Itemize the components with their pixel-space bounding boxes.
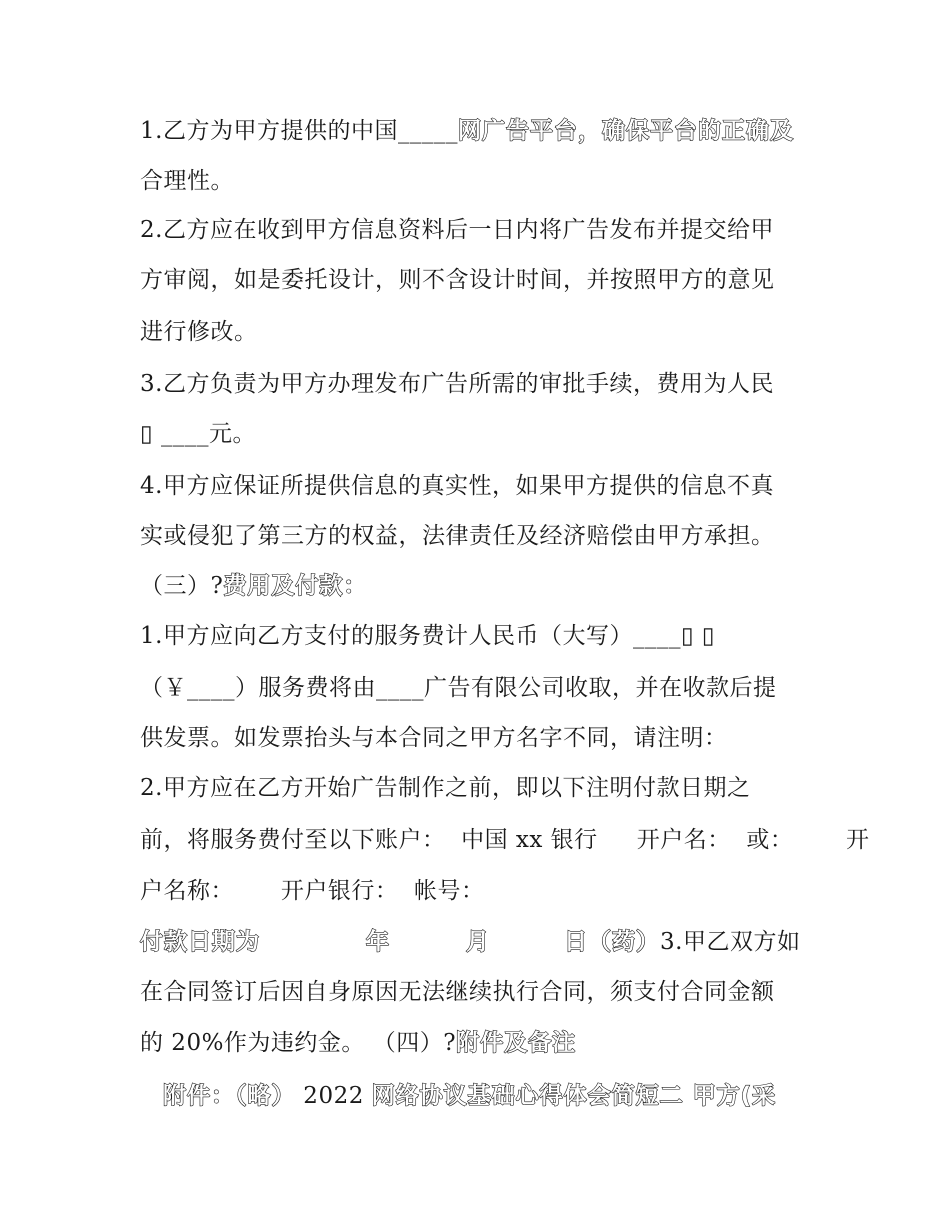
outlined-text: 付款日期为	[140, 929, 260, 955]
text-line	[140, 520, 775, 552]
text-run: 进行修改。	[140, 319, 258, 345]
text-run: 在合同签订后因自身原因无法继续执行合同，须支付合同金额	[140, 979, 775, 1005]
text-line	[140, 772, 750, 804]
outlined-text: 网络协议基础心得体会简短二 甲方(采	[371, 1083, 777, 1109]
text-line	[140, 722, 728, 754]
outlined-text: 附件：（略）	[163, 1083, 296, 1109]
text-line	[140, 875, 485, 907]
text-run: 前，将服务费付至以下账户： 中国 xx 银行 开户名： 或：	[140, 827, 794, 853]
text-run: （￥____）服务费将由____广告有限公司收取，并在收款后提	[140, 675, 777, 701]
text-run: 实或侵犯了第三方的权益，法律责任及经济赔偿由甲方承担。	[140, 523, 775, 549]
text-line	[163, 1080, 776, 1112]
text-run: 4.甲方应保证所提供信息的真实性，如果甲方提供的信息不真	[140, 473, 774, 499]
text-line	[140, 926, 820, 958]
text-line	[140, 672, 777, 704]
text-run: 合理性。	[140, 168, 234, 194]
text-line	[140, 620, 715, 652]
outlined-text: 网广告平台，确保平台的正确及	[457, 118, 794, 144]
text-run: 户名称： 开户银行： 帐号：	[140, 878, 485, 904]
text-run: 2.甲方应在乙方开始广告制作之前，即以下注明付款日期之	[140, 775, 751, 801]
text-line	[140, 316, 258, 348]
text-run: 2022	[295, 1083, 372, 1109]
text-run: 2.乙方应在收到甲方信息资料后一日内将广告发布并提交给甲	[140, 217, 774, 243]
text-run: 的 20%作为违约金。 （四）?	[140, 1030, 457, 1056]
text-run: （三）?	[140, 573, 224, 599]
text-line	[140, 1027, 576, 1059]
text-line	[140, 165, 234, 197]
outlined-text: 费用及付款：	[223, 573, 368, 599]
text-run: 开	[846, 827, 870, 853]
text-run: ▯ ____元。	[140, 421, 256, 447]
text-run: 方审阅，如是委托设计，则不含设计时间，并按照甲方的意见	[140, 267, 775, 293]
text-line	[140, 470, 774, 502]
text-line	[140, 264, 775, 296]
outlined-text: 日（药）	[564, 929, 660, 955]
section-heading	[140, 570, 367, 602]
text-line	[140, 976, 775, 1008]
text-run: 3.乙方负责为甲方办理发布广告所需的审批手续，费用为人民	[140, 371, 774, 397]
text-line	[140, 418, 256, 450]
text-line	[140, 368, 774, 400]
text-line	[140, 824, 870, 856]
outlined-text: 月	[466, 929, 490, 955]
text-line	[140, 214, 774, 246]
text-run: 供发票。如发票抬头与本合同之甲方名字不同，请注明：	[140, 725, 728, 751]
outlined-text: 年	[366, 929, 390, 955]
text-run: 1.乙方为甲方提供的中国_____	[140, 118, 458, 144]
outlined-text: 附件及备注	[456, 1030, 577, 1056]
text-run: 1.甲方应向乙方支付的服务费计人民币（大写）____▯ ▯	[140, 623, 716, 649]
text-line	[140, 115, 794, 147]
text-run: 3.甲乙双方如	[660, 929, 801, 955]
